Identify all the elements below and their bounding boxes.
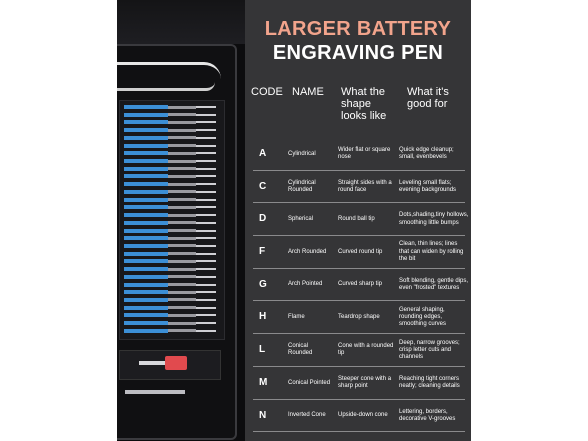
bit-shape: Curved round tip — [338, 248, 383, 255]
drill-bit-shank — [124, 298, 168, 302]
drill-bit-shank — [124, 329, 168, 333]
bit-shape: Wider flat or square nose — [338, 147, 391, 161]
drill-bit-tip — [196, 330, 216, 332]
bit-name: Conical Rounded — [288, 343, 313, 357]
drill-bit — [124, 213, 220, 217]
drill-bit-tip — [196, 268, 216, 270]
drill-bit-tip — [196, 145, 216, 147]
drill-bit-shank — [124, 144, 168, 148]
drill-bit-tip — [196, 253, 216, 255]
drill-bit-head — [168, 283, 196, 286]
drill-bit-shank — [124, 136, 168, 140]
bit-shape: Cone with a rounded tip — [338, 343, 394, 357]
bit-name: Arch Rounded — [288, 248, 327, 255]
drill-bit-tip — [196, 137, 216, 139]
drill-bit-head — [168, 160, 196, 163]
bit-code: N — [259, 409, 267, 421]
bit-use: Leveling small flats; evening backgrounds — [399, 179, 457, 194]
drill-bit — [124, 321, 220, 325]
red-bit-shaft — [139, 361, 165, 365]
drill-bit-tip — [196, 314, 216, 316]
charging-cable-loop — [117, 82, 215, 91]
bit-table — [245, 138, 471, 432]
drill-bit-shank — [124, 259, 168, 263]
bit-name: Flame — [288, 314, 305, 321]
drill-bit-tip — [196, 191, 216, 193]
drill-bit-shank — [124, 229, 168, 233]
drill-bit-tip — [196, 299, 216, 301]
case-lid — [117, 0, 245, 44]
drill-bit-shank — [124, 290, 168, 294]
drill-bit — [124, 267, 220, 271]
drill-bit-head — [168, 183, 196, 186]
drill-bit-tip — [196, 276, 216, 278]
drill-bit-head — [168, 275, 196, 278]
drill-bit-head — [168, 175, 196, 178]
drill-bit-tip — [196, 214, 216, 216]
bit-tray — [119, 100, 225, 340]
bit-use: Clean, thin lines; lines that can widen by rolling the bit — [399, 241, 464, 263]
drill-bit-head — [168, 329, 196, 332]
drill-bit-head — [168, 229, 196, 232]
drill-bit — [124, 136, 220, 140]
bit-use: Lettering, borders, decorative V-grooves — [399, 408, 456, 422]
drill-bit — [124, 198, 220, 202]
drill-bit-shank — [124, 105, 168, 109]
drill-bit — [124, 236, 220, 240]
drill-bit — [124, 167, 220, 171]
drill-bit — [124, 190, 220, 194]
drill-bit — [124, 229, 220, 233]
bit-code: H — [259, 311, 267, 323]
drill-bit — [124, 205, 220, 209]
drill-bit-shank — [124, 167, 168, 171]
drill-bit-tip — [196, 245, 216, 247]
drill-bit-shank — [124, 283, 168, 287]
drill-bit-shank — [124, 275, 168, 279]
drill-bit — [124, 221, 220, 225]
drill-bit-shank — [124, 244, 168, 248]
bit-code: D — [259, 213, 267, 225]
drill-bit-shank — [124, 221, 168, 225]
drill-bit-shank — [124, 252, 168, 256]
bit-use: Soft blending, gentle dips, even "frosted" textures — [399, 277, 469, 292]
header-name: NAME — [292, 86, 324, 98]
drill-bit-shank — [124, 120, 168, 124]
bit-code: G — [259, 278, 267, 290]
drill-bit-head — [168, 214, 196, 217]
header-shape: What the shape looks like — [341, 86, 387, 122]
red-sanding-bit — [139, 356, 187, 370]
drill-bit-head — [168, 237, 196, 240]
bit-use: Dots,shading,tiny hollows, smoothing little bumps — [399, 212, 469, 226]
drill-bit — [124, 159, 220, 163]
drill-bit-head — [168, 152, 196, 155]
table-row — [245, 367, 471, 400]
drill-bit-head — [168, 260, 196, 263]
bit-use: General shaping, rounding edges, smoothing curves — [399, 306, 447, 328]
drill-bit-tip — [196, 168, 216, 170]
title-line-1: LARGER BATTERY — [264, 18, 452, 40]
drill-bit-shank — [124, 159, 168, 163]
title-line-2: ENGRAVING PEN — [272, 42, 444, 64]
drill-bit-tip — [196, 230, 216, 232]
drill-bit — [124, 182, 220, 186]
drill-bit — [124, 174, 220, 178]
bit-name: Arch Pointed — [288, 281, 323, 288]
table-row — [245, 171, 471, 204]
drill-bit-head — [168, 322, 196, 325]
table-row — [245, 138, 471, 171]
drill-bit-tip — [196, 222, 216, 224]
table-row — [245, 269, 471, 302]
drill-bit-tip — [196, 322, 216, 324]
drill-bit-head — [168, 129, 196, 132]
drill-bit-head — [168, 268, 196, 271]
bit-code: M — [259, 376, 268, 388]
drill-bit-head — [168, 291, 196, 294]
drill-bit-head — [168, 298, 196, 301]
drill-bit — [124, 290, 220, 294]
bit-name: Cylindrical — [288, 150, 316, 157]
drill-bit — [124, 329, 220, 333]
bit-use: Deep, narrow grooves; crisp letter cuts and channels — [399, 339, 460, 361]
drill-bit-tip — [196, 175, 216, 177]
red-bit-head — [165, 356, 187, 370]
drill-bit — [124, 259, 220, 263]
drill-bit-tip — [196, 291, 216, 293]
drill-bit — [124, 120, 220, 124]
drill-bit-tip — [196, 160, 216, 162]
bit-shape: Steeper cone with a sharp point — [338, 375, 392, 390]
drill-bit-tip — [196, 307, 216, 309]
bit-shape: Teardrop shape — [338, 314, 380, 321]
drill-bit-shank — [124, 321, 168, 325]
drill-bit-head — [168, 121, 196, 124]
drill-bit — [124, 113, 220, 117]
drill-bit-shank — [124, 205, 168, 209]
row-divider — [253, 431, 465, 432]
bit-name: Spherical — [288, 216, 314, 223]
bit-use: Quick edge cleanup; small, evenbevels — [399, 147, 454, 161]
drill-bit — [124, 105, 220, 109]
drill-bit-tip — [196, 206, 216, 208]
drill-bit-head — [168, 252, 196, 255]
drill-bit — [124, 298, 220, 302]
drill-bit-tip — [196, 114, 216, 116]
drill-bit-head — [168, 190, 196, 193]
bit-shape: Upside-down cone — [338, 412, 388, 419]
drill-bit-shank — [124, 128, 168, 132]
drill-bit-head — [168, 167, 196, 170]
table-row — [245, 236, 471, 269]
drill-bit-head — [168, 136, 196, 139]
table-row — [245, 203, 471, 236]
drill-bit — [124, 306, 220, 310]
drill-bit-shank — [124, 174, 168, 178]
drill-bit-head — [168, 106, 196, 109]
bit-code: L — [259, 344, 266, 356]
bit-code: A — [259, 148, 267, 159]
table-row — [245, 400, 471, 433]
loose-bit — [125, 390, 185, 394]
drill-bit-head — [168, 206, 196, 209]
bit-code: F — [259, 246, 266, 258]
drill-bit-tip — [196, 121, 216, 123]
drill-bit-shank — [124, 313, 168, 317]
bit-name: Conical Pointed — [288, 379, 331, 386]
drill-bit-shank — [124, 213, 168, 217]
drill-bit — [124, 252, 220, 256]
bit-shape: Curved sharp tip — [338, 281, 383, 288]
drill-bit — [124, 283, 220, 287]
drill-bit-head — [168, 221, 196, 224]
drill-bit-shank — [124, 236, 168, 240]
drill-bit — [124, 275, 220, 279]
table-row — [245, 301, 471, 334]
bit-code: C — [259, 180, 267, 192]
drill-bit-shank — [124, 182, 168, 186]
bit-name: Cylindrical Rounded — [288, 179, 316, 194]
bit-use: Reaching tight corners neatly; cleaning details — [399, 375, 460, 390]
bit-rows — [124, 105, 220, 333]
drill-bit — [124, 128, 220, 132]
drill-bit-tip — [196, 106, 216, 108]
bit-shape: Round ball tip — [338, 216, 375, 223]
drill-bit-shank — [124, 306, 168, 310]
drill-bit-head — [168, 244, 196, 247]
drill-bit-head — [168, 198, 196, 201]
header-code: CODE — [251, 86, 283, 98]
header-good-for: What it's good for — [407, 86, 449, 110]
charging-cable — [117, 62, 221, 79]
drill-bit — [124, 313, 220, 317]
drill-bit-shank — [124, 267, 168, 271]
drill-bit-tip — [196, 152, 216, 154]
table-row — [245, 334, 471, 367]
drill-bit-shank — [124, 198, 168, 202]
info-panel — [245, 0, 471, 441]
drill-bit-shank — [124, 190, 168, 194]
product-photo — [117, 0, 245, 441]
drill-bit-tip — [196, 284, 216, 286]
drill-bit-tip — [196, 183, 216, 185]
drill-bit-shank — [124, 151, 168, 155]
drill-bit-tip — [196, 199, 216, 201]
drill-bit-tip — [196, 237, 216, 239]
drill-bit — [124, 151, 220, 155]
drill-bit-shank — [124, 113, 168, 117]
drill-bit-head — [168, 144, 196, 147]
bit-shape: Straight sides with a round face — [338, 179, 392, 194]
drill-bit-head — [168, 113, 196, 116]
drill-bit-head — [168, 314, 196, 317]
drill-bit — [124, 244, 220, 248]
drill-bit — [124, 144, 220, 148]
drill-bit-tip — [196, 129, 216, 131]
drill-bit-head — [168, 306, 196, 309]
drill-bit-tip — [196, 260, 216, 262]
bit-name: Inverted Cone — [288, 412, 326, 419]
